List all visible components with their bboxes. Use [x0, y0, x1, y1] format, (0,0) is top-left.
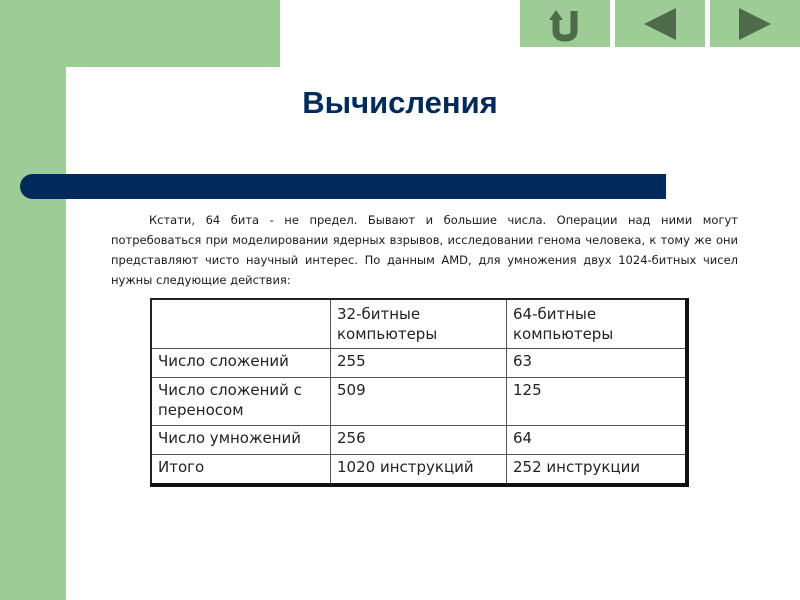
table-cell: 509: [331, 378, 507, 426]
slide-title: Вычисления: [302, 85, 498, 120]
table-row: [151, 455, 687, 486]
table-row: [151, 349, 687, 378]
table-header-cell: 64-битные компьютеры: [507, 299, 688, 349]
table-row: [151, 378, 687, 426]
comparison-table: [150, 298, 689, 487]
table-cell: 255: [331, 349, 507, 378]
table-cell: Число сложений с переносом: [151, 378, 331, 426]
intro-paragraph: Кстати, 64 бита - не предел. Бывают и большие числа. Операции над ними могут потребоваться при моделировании ядерных взрывов, исследовании генома человека, к тому же они представляют чисто научный интерес. По данным AMD, для умножения двух 1024-битных чисел нужны следующие действия:: [111, 213, 738, 287]
table-header-row: [151, 299, 687, 349]
table-cell: Число умножений: [151, 426, 331, 455]
table-cell: 63: [507, 349, 688, 378]
top-green-band: [0, 0, 280, 67]
return-arrow-icon: [545, 5, 585, 43]
table-cell: 256: [331, 426, 507, 455]
table-cell: 1020 инструкций: [331, 455, 507, 486]
table-cell: Итого: [151, 455, 331, 486]
title-underline-bar: [20, 174, 666, 199]
previous-slide-button[interactable]: [615, 0, 705, 47]
table-header-cell: [151, 299, 331, 349]
return-button[interactable]: [520, 0, 610, 47]
table-cell: 125: [507, 378, 688, 426]
triangle-left-icon: [640, 6, 680, 42]
table-row: [151, 426, 687, 455]
table-cell: 64: [507, 426, 688, 455]
triangle-right-icon: [735, 6, 775, 42]
next-slide-button[interactable]: [710, 0, 800, 47]
table-cell: 252 инструкции: [507, 455, 688, 486]
table-header-cell: 32-битные компьютеры: [331, 299, 507, 349]
table-cell: Число сложений: [151, 349, 331, 378]
